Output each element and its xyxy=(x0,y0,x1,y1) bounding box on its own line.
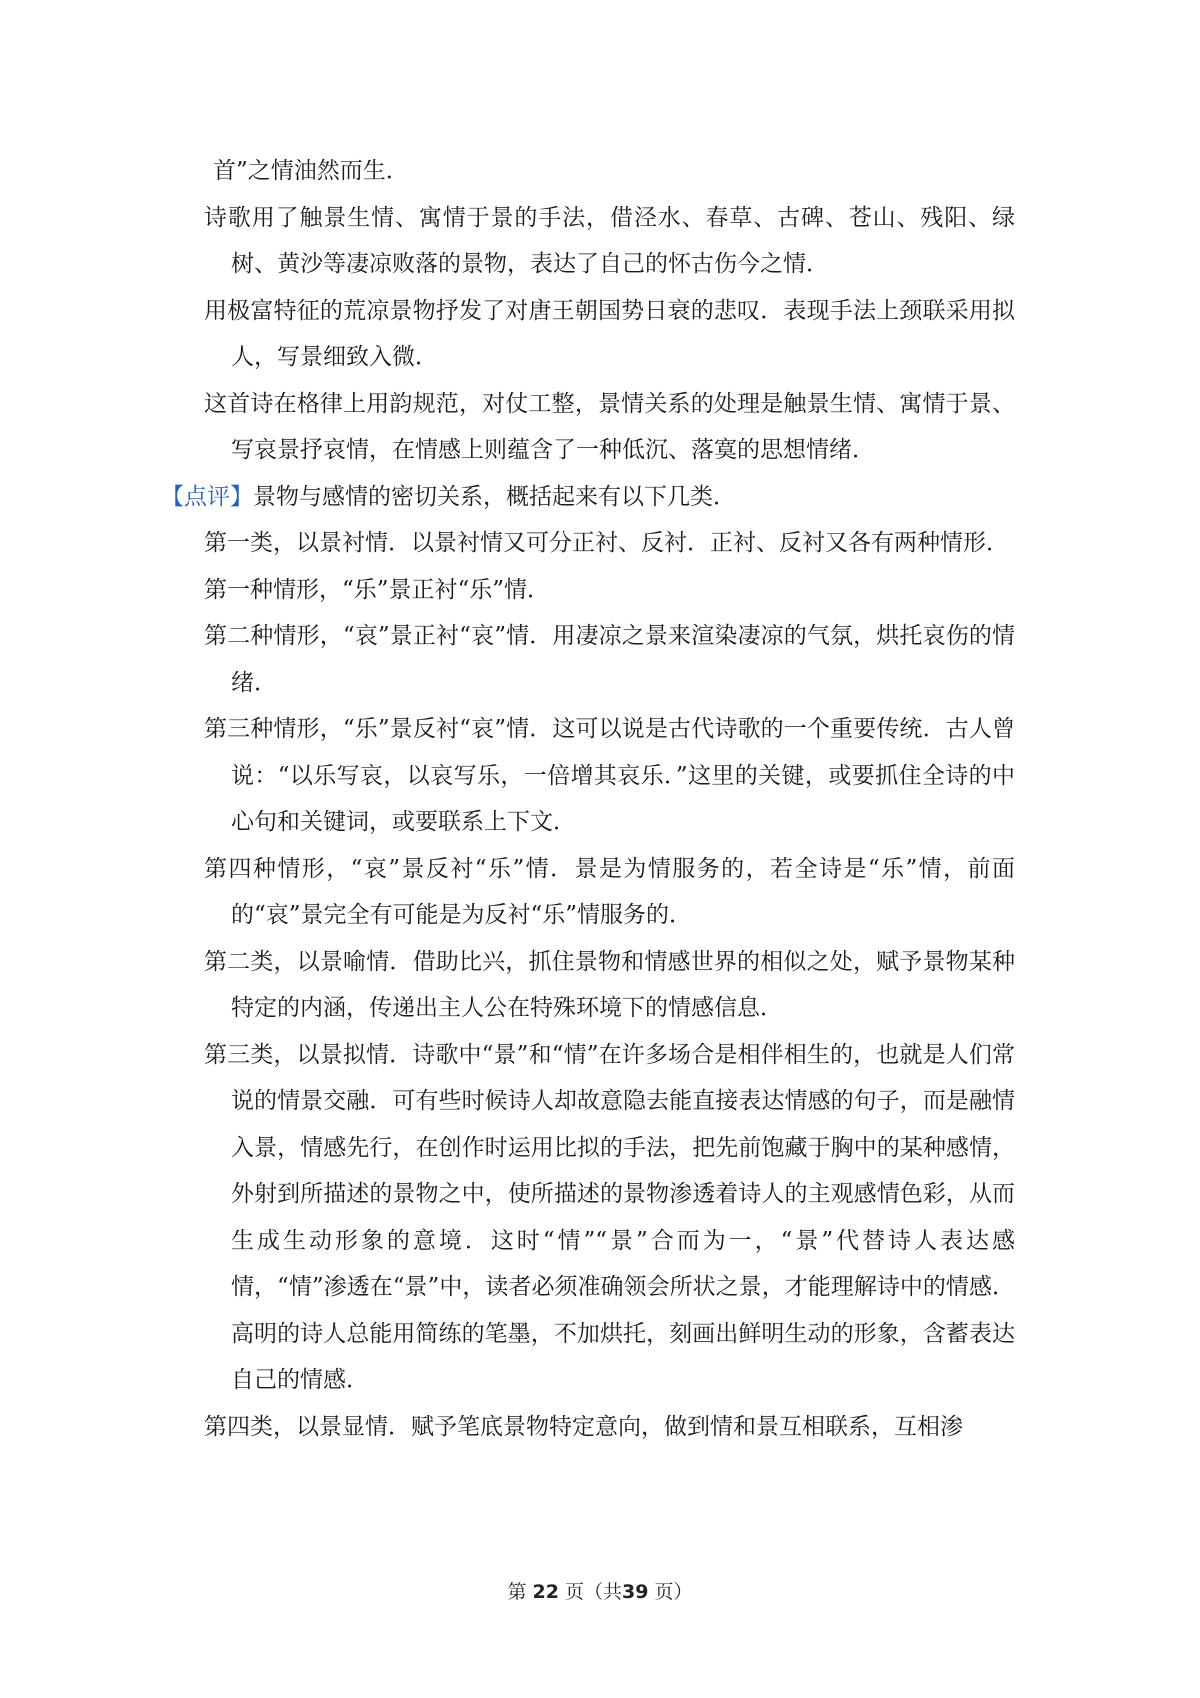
paragraph: 第一类，以景衬情．以景衬情又可分正衬、反衬．正衬、反衬又各有两种情形． xyxy=(204,530,1009,556)
paragraph: 第四类，以景显情．赋予笔底景物特定意向，做到情和景互相联系，互相渗 xyxy=(204,1413,963,1440)
paragraph: 用极富特征的荒凉景物抒发了对唐王朝国势日衰的悲叹．表现手法上颈联采用拟人，写景细致入微． xyxy=(204,297,1015,370)
paragraph-continued: 首”之情油然而生． xyxy=(213,158,409,184)
paragraph: 第一种情形，“乐”景正衬“乐”情． xyxy=(204,576,551,603)
footer-prefix: 第 xyxy=(507,1581,527,1603)
paragraph: 第二种情形，“哀”景正衬“哀”情．用凄凉之景来渲染凄凉的气氛，烘托哀伤的情绪． xyxy=(204,623,1015,696)
comment-text: 景物与感情的密切关系，概括起来有以下几类． xyxy=(253,483,736,510)
comment-tag: 【点评】 xyxy=(161,483,253,510)
page-number: 22 xyxy=(532,1581,559,1603)
footer-middle: 页（共 xyxy=(565,1581,623,1603)
paragraph: 这首诗在格律上用韵规范，对仗工整，景情关系的处理是触景生情、寓情于景、写哀景抒哀情，在情感上则蕴含了一种低沉、落寞的思想情绪． xyxy=(204,390,1015,463)
page-footer xyxy=(0,1577,1200,1604)
page-content xyxy=(161,148,1015,1450)
paragraph: 第四种情形，“哀”景反衬“乐”情．景是为情服务的，若全诗是“乐”情，前面的“哀”景完全有可能是为反衬“乐”情服务的． xyxy=(204,855,1015,928)
footer-suffix: 页） xyxy=(654,1581,693,1603)
total-pages: 39 xyxy=(622,1581,649,1603)
comment-paragraph xyxy=(161,474,1015,521)
paragraph: 第三类，以景拟情．诗歌中“景”和“情”在许多场合是相伴相生的，也就是人们常说的情景交融．可有些时候诗人却故意隐去能直接表达情感的句子，而是融情入景，情感先行，在创作时运用比拟的手法，把先前饱藏于胸中的某种感情，外射到所描述的景物之中，使所描述的景物渗透着诗人的主观感情色彩，从而生成生动形象的意境．这时“情”“景”合而为一，“景”代替诗人表达感情，“情”渗透在“景”中，读者必须准确领会所状之景，才能理解诗中的情感．高明的诗人总能用简练的笔墨，不加烘托，刻画出鲜明生动的形象，含蓄表达自己的情感． xyxy=(204,1041,1015,1393)
paragraph: 诗歌用了触景生情、寓情于景的手法，借泾水、春草、古碑、苍山、残阳、绿树、黄沙等凄凉败落的景物，表达了自己的怀古伤今之情． xyxy=(204,204,1015,277)
paragraph: 第二类，以景喻情．借助比兴，抓住景物和情感世界的相似之处，赋予景物某种特定的内涵，传递出主人公在特殊环境下的情感信息． xyxy=(204,948,1015,1021)
paragraph: 第三种情形，“乐”景反衬“哀”情．这可以说是古代诗歌的一个重要传统．古人曾说：“以乐写哀，以哀写乐，一倍增其哀乐．”这里的关键，或要抓住全诗的中心句和关键词，或要联系上下文． xyxy=(204,716,1015,835)
